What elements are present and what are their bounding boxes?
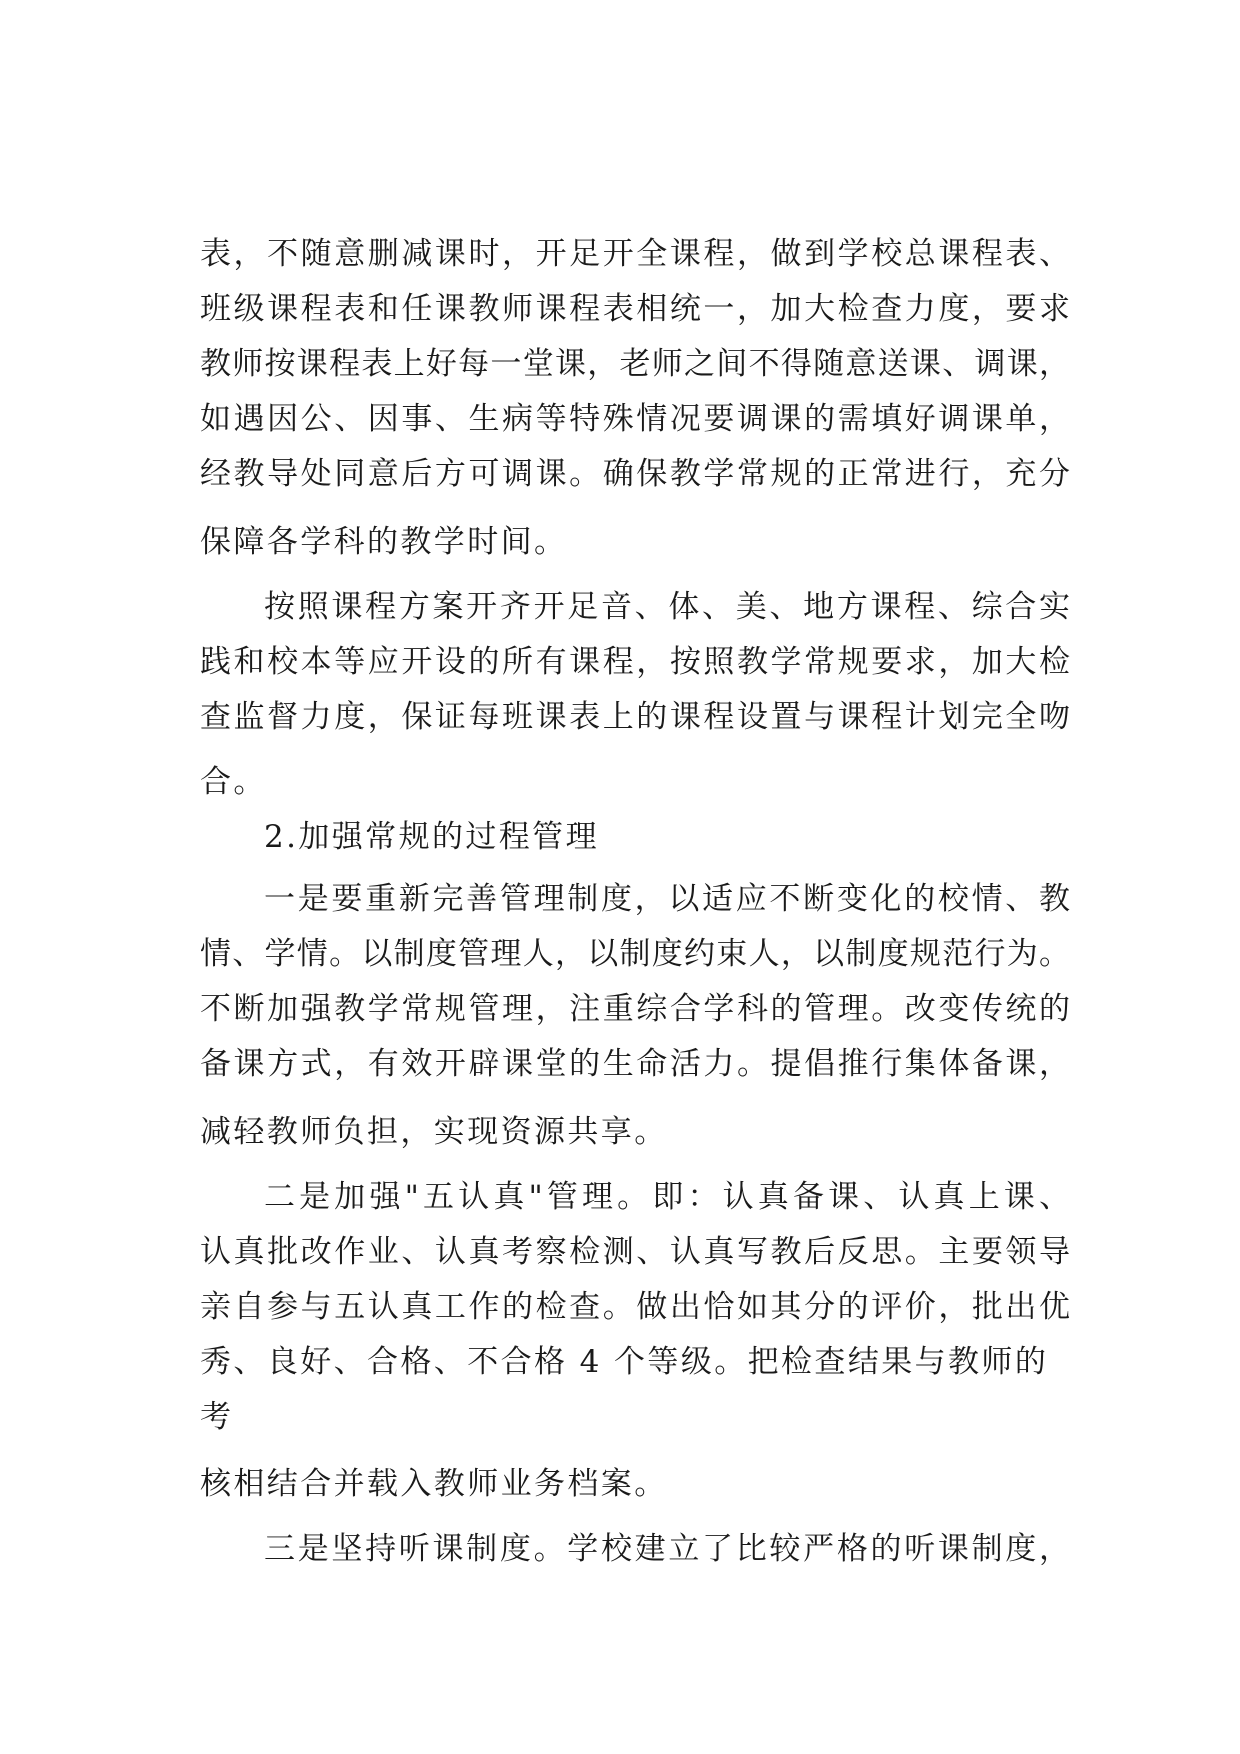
paragraph-line: 践和校本等应开设的所有课程，按照教学常规要求，加大检 — [200, 644, 1070, 680]
paragraph-line: 三是坚持听课制度。学校建立了比较严格的听课制度， — [264, 1531, 1070, 1567]
paragraph-line: 不断加强教学常规管理，注重综合学科的管理。改变传统的 — [200, 991, 1070, 1027]
paragraph-line: 秀、良好、合格、不合格 4 个等级。把检查结果与教师的 — [200, 1344, 1049, 1380]
section-heading: 2.加强常规的过程管理 — [264, 819, 599, 855]
paragraph-line: 表，不随意删减课时，开足开全课程，做到学校总课程表、 — [200, 236, 1070, 272]
paragraph-line: 二是加强"五认真"管理。即：认真备课、认真上课、 — [264, 1179, 1070, 1215]
paragraph-line: 核相结合并载入教师业务档案。 — [200, 1466, 668, 1502]
paragraph-line: 班级课程表和任课教师课程表相统一，加大检查力度，要求 — [200, 291, 1070, 327]
paragraph-line: 教师按课程表上好每一堂课，老师之间不得随意送课、调课， — [200, 346, 1070, 382]
paragraph-line: 经教导处同意后方可调课。确保教学常规的正常进行，充分 — [200, 456, 1070, 492]
paragraph-line: 减轻教师负担，实现资源共享。 — [200, 1114, 668, 1150]
paragraph-line: 备课方式，有效开辟课堂的生命活力。提倡推行集体备课， — [200, 1046, 1070, 1082]
paragraph-line: 情、学情。以制度管理人，以制度约束人，以制度规范行为。 — [200, 936, 1070, 972]
paragraph-line: 按照课程方案开齐开足音、体、美、地方课程、综合实 — [264, 589, 1070, 625]
paragraph-line: 认真批改作业、认真考察检测、认真写教后反思。主要领导 — [200, 1234, 1070, 1270]
paragraph-line: 考 — [200, 1399, 234, 1435]
paragraph-line: 保障各学科的教学时间。 — [200, 524, 568, 560]
paragraph-line: 合。 — [200, 764, 267, 800]
paragraph-line: 一是要重新完善管理制度，以适应不断变化的校情、教 — [264, 881, 1070, 917]
paragraph-line: 亲自参与五认真工作的检查。做出恰如其分的评价，批出优 — [200, 1289, 1070, 1325]
paragraph-line: 如遇因公、因事、生病等特殊情况要调课的需填好调课单， — [200, 401, 1070, 437]
paragraph-line: 查监督力度，保证每班课表上的课程设置与课程计划完全吻 — [200, 699, 1070, 735]
